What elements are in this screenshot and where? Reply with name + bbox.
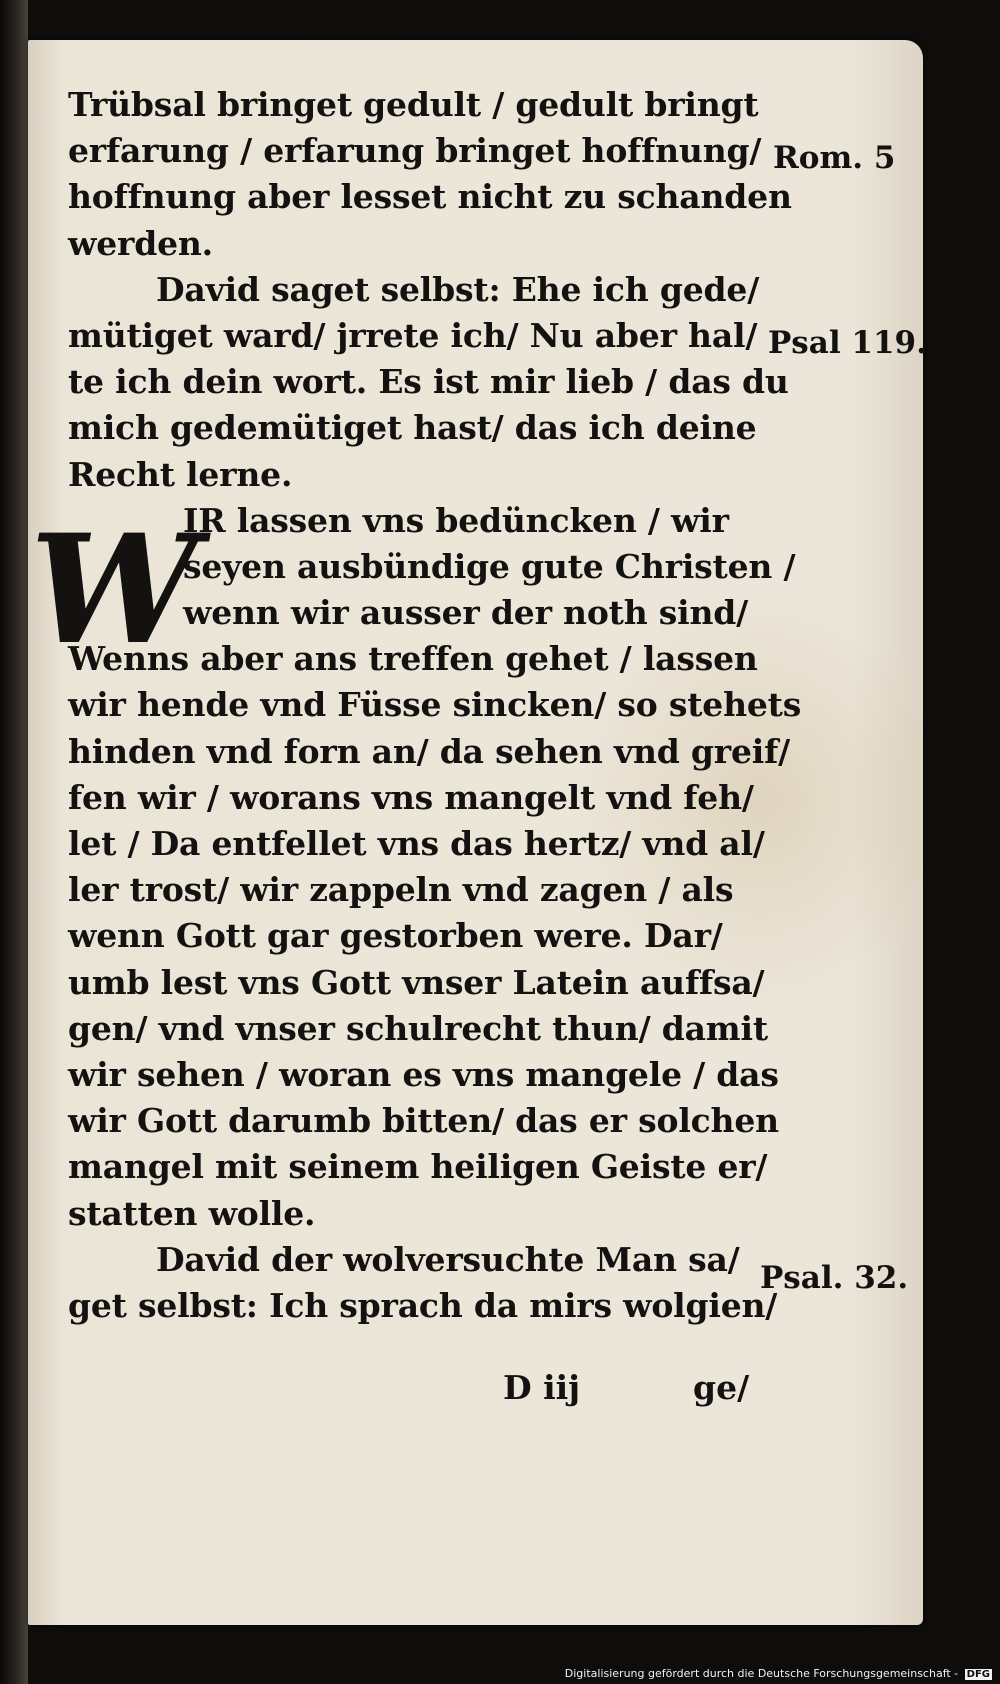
text-line: wenn Gott gar gestorben were. Dar/ — [68, 916, 723, 956]
text-line: mangel mit seinem heiligen Geiste er/ — [68, 1147, 768, 1187]
page-text — [68, 82, 802, 1329]
text-line: Recht lerne. — [68, 454, 293, 494]
text-line: gen/ vnd vnser schulrecht thun/ damit — [68, 1008, 768, 1048]
text-line: get selbst: Ich sprach da mirs wolgien/ — [68, 1285, 778, 1325]
text-line: Wenns aber ans treffen gehet / lassen — [68, 639, 758, 679]
text-line: umb lest vns Gott vnser Latein auffsa/ — [68, 962, 765, 1002]
book-spine — [0, 0, 28, 1684]
book-page — [28, 40, 927, 1625]
text-line: let / Da entfellet vns das hertz/ vnd al/ — [68, 824, 765, 863]
text-line: wenn wir ausser der noth sind/ — [183, 593, 749, 633]
text-line: David saget selbst: Ehe ich gede/ — [156, 269, 760, 309]
text-line: wir hende vnd Füsse sincken/ so stehets — [68, 685, 802, 725]
margin-note-psal-32: Psal. 32. — [760, 1260, 909, 1296]
text-line: mütiget ward/ jrrete ich/ Nu aber hal/ — [68, 315, 758, 355]
text-line: IR lassen vns bedüncken / wir — [183, 500, 729, 540]
text-line: seyen ausbündige gute Christen / — [183, 546, 796, 586]
drop-cap: W — [30, 502, 199, 678]
text-line: erfarung / erfarung bringet hoffnung/ — [68, 131, 762, 171]
text-line: werden. — [68, 223, 213, 263]
dfg-logo: DFG — [966, 1669, 990, 1680]
text-line: statten wolle. — [68, 1193, 316, 1233]
margin-note-rom: Rom. 5 — [773, 140, 896, 176]
text-line: fen wir / worans vns mangelt vnd feh/ — [68, 777, 754, 817]
text-line: hoffnung aber lesset nicht zu schanden — [68, 177, 792, 217]
text-line: wir Gott darumb bitten/ das er solchen — [68, 1101, 779, 1141]
text-line: te ich dein wort. Es ist mir lieb / das du — [68, 362, 789, 402]
footer-text: Digitalisierung gefördert durch die Deutsche Forschungsgemeinschaft - — [564, 1667, 959, 1680]
digitization-footer — [565, 1667, 992, 1680]
margin-note-psal-119: Psal 119. — [768, 325, 927, 361]
text-line: Trübsal bringet gedult / gedult bringt — [68, 85, 759, 124]
text-line: David der wolversuchte Man sa/ — [156, 1239, 740, 1279]
catchword: ge/ — [693, 1368, 750, 1407]
text-line: wir sehen / woran es vns mangele / das — [68, 1054, 779, 1094]
text-line: hinden vnd forn an/ da sehen vnd greif/ — [68, 731, 790, 771]
text-line: mich gedemütiget hast/ das ich deine — [68, 408, 757, 448]
text-line: ler trost/ wir zappeln vnd zagen / als — [68, 870, 734, 910]
signature-mark: D iij — [503, 1368, 581, 1407]
